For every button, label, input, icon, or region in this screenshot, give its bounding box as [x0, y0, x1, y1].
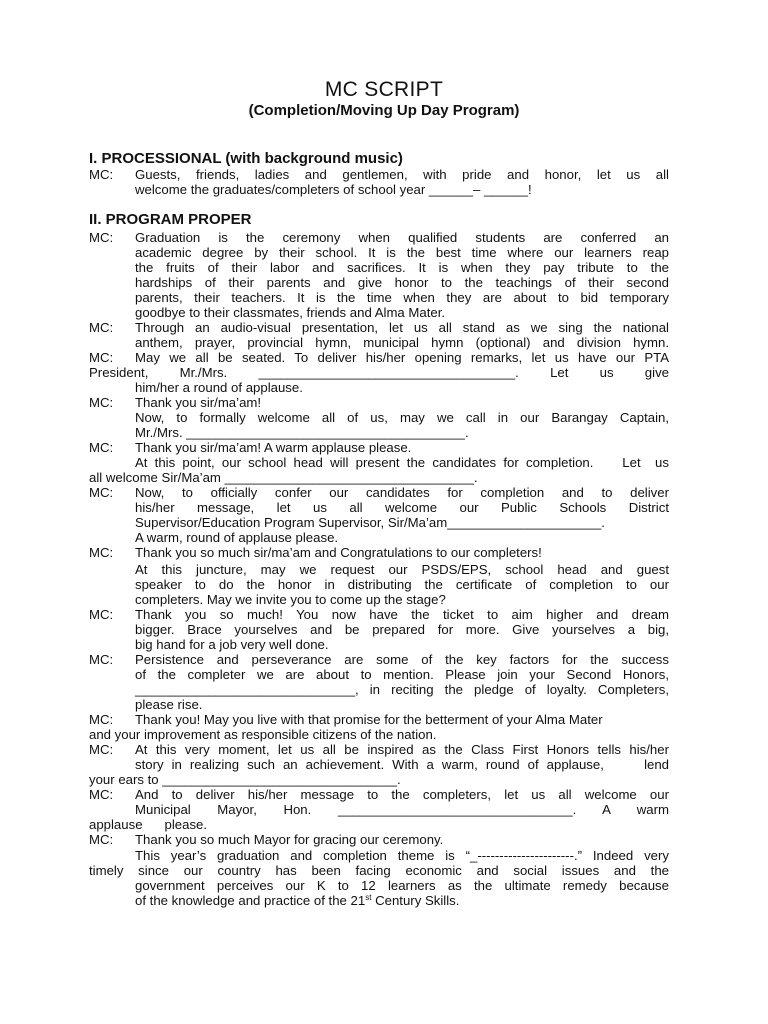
script-line: of the completer we are about to mention. Please join your Second Honors, — [135, 667, 669, 682]
script-line: big hand for a job very well done. — [135, 637, 329, 652]
script-line: This year’s graduation and completion theme is “_----------------------.” Indeed very — [135, 848, 669, 863]
mc-label: MC: — [89, 440, 114, 455]
page-subtitle: (Completion/Moving Up Day Program) — [248, 102, 520, 119]
mc-label: MC: — [89, 320, 114, 335]
script-line: bigger. Brace yourselves and be prepared for more. Give yourselves a big, — [135, 622, 669, 637]
mc-label: MC: — [89, 742, 114, 757]
script-line: Now, to formally welcome all of us, may we call in our Barangay Captain, — [135, 410, 669, 425]
mc-label: MC: — [89, 395, 114, 410]
section-heading-processional: I. PROCESSIONAL (with background music) — [89, 150, 403, 167]
script-line: Supervisor/Education Program Supervisor, Sir/Ma’am_____________________. — [135, 515, 605, 530]
script-line: MC: Thank you sir/ma’am! — [89, 395, 262, 410]
script-line: At this point, our school head will present the candidates for completion. Let us — [135, 455, 669, 470]
script-line: MC: Thank you so much sir/ma’am and Congratulations to our completers! — [89, 545, 542, 560]
mc-label: MC: — [89, 545, 114, 560]
mc-label: MC: — [89, 607, 114, 622]
script-line: academic degree by their school. It is the best time where our learners reap — [135, 245, 669, 260]
mc-label: MC: — [89, 712, 114, 727]
script-line: MC: Graduation is the ceremony when qualified students are conferred an — [89, 230, 669, 245]
mc-label: MC: — [89, 167, 114, 182]
page-title: MC SCRIPT — [324, 78, 444, 101]
script-line: President, Mr./Mrs. ___________________________________. Let us give — [89, 365, 669, 380]
script-line: timely since our country has been facing economic and social issues and the — [89, 863, 669, 878]
script-line: him/her a round of applause. — [135, 380, 303, 395]
script-line: MC: Thank you so much! You now have the ticket to aim higher and dream — [89, 607, 669, 622]
mc-label: MC: — [89, 350, 114, 365]
script-line: ______________________________, in reciting the pledge of loyalty. Completers, — [135, 682, 669, 697]
section-heading-program-proper: II. PROGRAM PROPER — [89, 211, 252, 228]
script-line: applause please. — [89, 817, 208, 832]
script-line: MC: Now, to officially confer our candidates for completion and to deliver — [89, 485, 669, 500]
script-line: of the knowledge and practice of the 21st Century Skills. — [135, 893, 460, 908]
mc-label: MC: — [89, 832, 114, 847]
script-line: please rise. — [135, 697, 203, 712]
script-line: welcome the graduates/completers of school year ______– ______! — [135, 182, 532, 197]
script-line: speaker to do the honor in distributing the certificate of completion to our — [135, 577, 669, 592]
mc-label: MC: — [89, 787, 114, 802]
script-line: completers. May we invite you to come up the stage? — [135, 592, 446, 607]
script-line: MC: Guests, friends, ladies and gentlemen, with pride and honor, let us all — [89, 167, 669, 182]
script-line: MC: At this very moment, let us all be inspired as the Class First Honors tells his/her — [89, 742, 669, 757]
script-line: MC: Through an audio-visual presentation, let us all stand as we sing the national — [89, 320, 669, 335]
script-line: MC: May we all be seated. To deliver his/her opening remarks, let us have our PTA — [89, 350, 669, 365]
mc-label: MC: — [89, 485, 114, 500]
script-line: MC: Thank you! May you live with that promise for the betterment of your Alma Mater — [89, 712, 603, 727]
script-line: hardships of their parents and give honor to the teachings of their second — [135, 275, 669, 290]
script-line: his/her message, let us all welcome our Public Schools District — [135, 500, 669, 515]
script-line: At this juncture, may we request our PSDS/EPS, school head and guest — [135, 562, 669, 577]
mc-label: MC: — [89, 652, 114, 667]
script-line: goodbye to their classmates, friends and Alma Mater. — [135, 305, 446, 320]
script-line: MC: And to deliver his/her message to the completers, let us all welcome our — [89, 787, 669, 802]
script-line: Municipal Mayor, Hon. ________________________________. A warm — [135, 802, 669, 817]
script-line: and your improvement as responsible citizens of the nation. — [89, 727, 437, 742]
script-line: government perceives our K to 12 learners as the ultimate remedy because — [135, 878, 669, 893]
script-line: MC: Persistence and perseverance are some of the key factors for the success — [89, 652, 669, 667]
script-line: Mr./Mrs. ______________________________________. — [135, 425, 469, 440]
script-line: the fruits of their labor and sacrifices. It is when they pay tribute to the — [135, 260, 669, 275]
mc-label: MC: — [89, 230, 114, 245]
script-line: all welcome Sir/Ma’am __________________________________. — [89, 470, 478, 485]
script-line: A warm, round of applause please. — [135, 530, 339, 545]
script-line: parents, their teachers. It is the time when they are about to bid temporary — [135, 290, 669, 305]
script-line: MC: Thank you sir/ma’am! A warm applause please. — [89, 440, 412, 455]
script-line: story in realizing such an achievement. With a warm, round of applause, lend — [135, 757, 669, 772]
script-line: your ears to ________________________________. — [89, 772, 401, 787]
script-line: MC: Thank you so much Mayor for gracing our ceremony. — [89, 832, 444, 847]
script-line: anthem, prayer, provincial hymn, municipal hymn (optional) and division hymn. — [135, 335, 669, 350]
